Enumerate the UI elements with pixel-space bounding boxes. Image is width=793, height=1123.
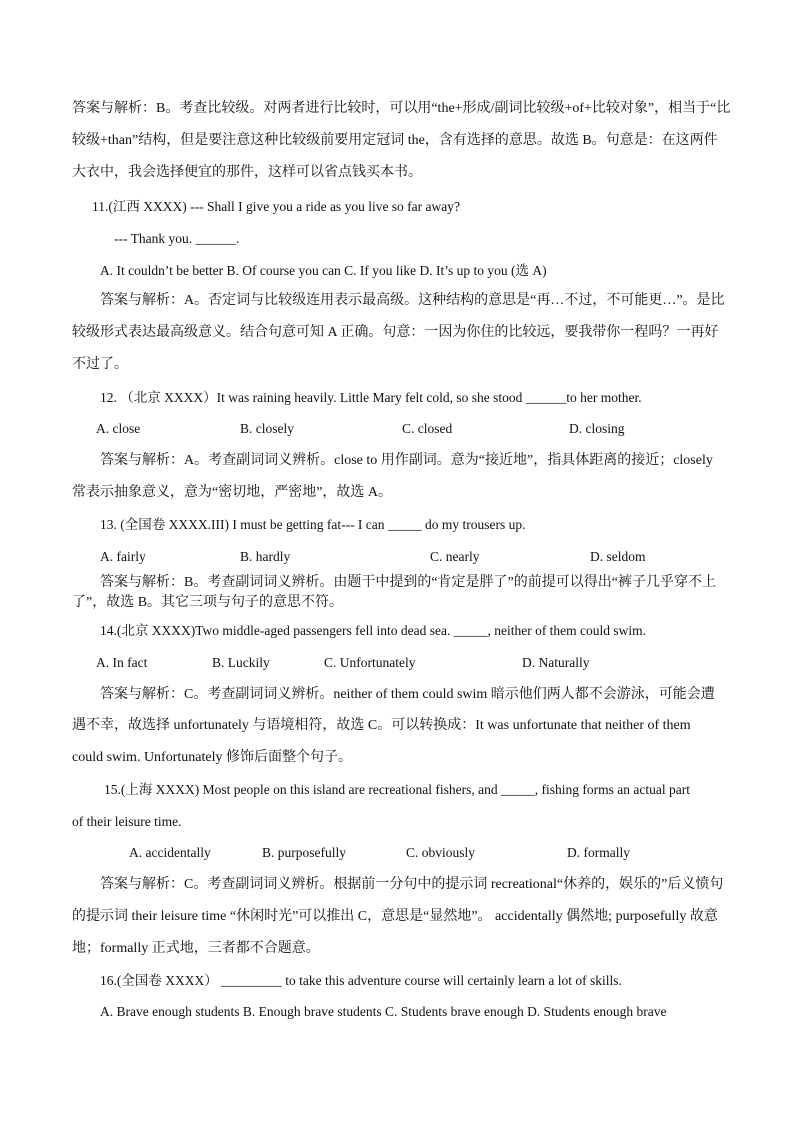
question-15-analysis: 的提示词 their leisure time “休闲时光”可以推出 C，意思是“显然地”。 accidentally 偶然地; purposefully 故意 [72,909,718,924]
question-14-option-b: B. Luckily [212,655,270,670]
question-13-option-c: C. nearly [430,549,480,564]
question-13-analysis: 答案与解析：B。考查副词词义辨析。由题干中提到的“肯定是胖了”的前提可以得出“裤子几乎穿不上 [100,575,716,590]
question-12-option-d: D. closing [569,421,625,436]
question-11-options: A. It couldn’t be better B. Of course you can C. If you like D. It’s up to you (选 A) [100,263,547,278]
question-13-option-b: B. hardly [240,549,291,564]
question-15-analysis: 地；formally 正式地，三者都不合题意。 [72,941,320,956]
question-13-stem: 13. (全国卷 XXXX.III) I must be getting fat--- I can _____ do my trousers up. [100,517,526,532]
question-15-option-d: D. formally [567,845,630,860]
question-11-stem: 11.(江西 XXXX) --- Shall I give you a ride as you live so far away? [92,199,461,214]
question-12-analysis: 常表示抽象意义，意为“密切地，严密地”，故选 A。 [72,485,393,500]
question-13-option-a: A. fairly [100,549,146,564]
question-12-option-c: C. closed [402,421,453,436]
question-14-option-c: C. Unfortunately [324,655,416,670]
analysis-line [72,132,722,150]
question-14-stem: 14.(北京 XXXX)Two middle-aged passengers fell into dead sea. _____, neither of them could swim. [100,623,647,638]
question-11-analysis: 不过了。 [72,357,128,372]
question-15-option-a: A. accidentally [129,845,211,860]
question-11-analysis: 较级形式表达最高级意义。结合句意可知 A 正确。句意：一因为你住的比较远，要我带你一程吗？一再好 [72,325,719,340]
question-14-option-a: A. In fact [96,655,148,670]
analysis-text: 较级+than”结构，但是要注意这种比较级前要用定冠词 the，含有选择的意思。故选 B。句意是：在这两件 [72,133,718,148]
question-15-option-b: B. purposefully [262,845,346,860]
question-14-analysis: could swim. Unfortunately 修饰后面整个句子。 [72,750,352,765]
question-12-option-a: A. close [96,421,141,436]
question-12-stem: 12. （北京 XXXX）It was raining heavily. Little Mary felt cold, so she stood ______to her mother. [100,390,642,405]
analysis-line [72,100,731,118]
question-15-analysis: 答案与解析：C。考查副词词义辨析。根据前一分句中的提示词 recreational“休养的，娱乐的”后义愤句 [100,877,724,892]
analysis-text: 答案与解析：B。考查比较级。对两者进行比较时，可以用“the+形成/副词比较级+of+比较对象”，相当于“比 [72,101,731,116]
question-13-option-d: D. seldom [590,549,646,564]
question-15-stem: 15.(上海 XXXX) Most people on this island are recreational fishers, and _____, fishing forms an actual part [104,782,690,797]
question-16-stem: 16.(全国卷 XXXX） _________ to take this adventure course will certainly learn a lot of skills. [100,973,622,988]
question-14-option-d: D. Naturally [522,655,590,670]
question-13-analysis: 了”，故选 B。其它三项与句子的意思不符。 [72,595,344,610]
question-14-analysis: 答案与解析：C。考查副词词义辨析。neither of them could swim 暗示他们两人都不会游泳，可能会遭 [100,687,715,702]
analysis-line: 大衣中，我会选择便宜的那件，这样可以省点钱买本书。 [72,165,422,180]
question-11-analysis: 答案与解析：A。否定词与比较级连用表示最高级。这种结构的意思是“再…不过，不可能更…”。是比 [100,293,725,308]
question-12-option-b: B. closely [240,421,294,436]
question-11-reply: --- Thank you. ______. [114,231,240,246]
question-15-stem-continued: of their leisure time. [72,814,182,829]
question-12-analysis: 答案与解析：A。考查副词词义辨析。close to 用作副词。意为“接近地”，指具体距离的接近；closely [100,453,713,468]
question-15-option-c: C. obviously [406,845,476,860]
question-14-analysis: 遇不幸，故选择 unfortunately 与语境相符，故选 C。可以转换成：It was unfortunate that neither of them [72,718,691,733]
question-16-options: A. Brave enough students B. Enough brave students C. Students brave enough D. Students enough brave [100,1004,667,1019]
